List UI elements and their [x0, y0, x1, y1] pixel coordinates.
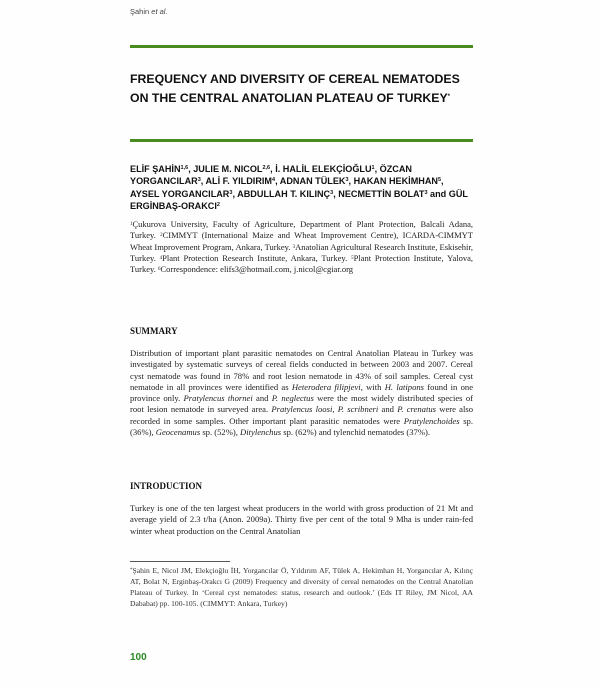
summary-text-segment: , [332, 404, 338, 415]
summary-heading: SUMMARY [130, 326, 178, 336]
footnote-text: Şahin E, Nicol JM, Elekçioğlu İH, Yorgancılar Ö, Yıldırım AF, Tülek A, Hekimhan H, Yorgancılar A, Kılınç AT, Bolat N, Erginbaş-Orakcı G (2009) Frequency and diversity of cereal nematodes on the Central Anatolian Plateau of Turkey. In ‘Cereal cyst nematodes: status, research and outlook.’ (Eds IT Riley, JM Nicol, AA Dababat) pp. 100-105. (CIMMYT: Ankara, Turkey) [130, 566, 473, 608]
author-name: AYSEL YORGANCILAR [130, 188, 230, 199]
species-name: P. scribneri [337, 404, 379, 415]
author-affiliation-mark: 3 [330, 189, 334, 196]
affiliation-mark: 5 [351, 255, 354, 261]
page-number: 100 [130, 652, 147, 663]
running-head-author: Şahin [130, 7, 150, 16]
author-affiliation-mark: 3 [345, 177, 349, 184]
author-separator: , [333, 188, 339, 199]
summary-text-segment: found in one province only. [130, 381, 474, 404]
author-name: JULIE M. NICOL [193, 164, 263, 174]
summary-text-segment: sp. (62%) and tylenchid nematodes (37%). [281, 427, 431, 438]
author-affiliation-mark: 3 [424, 189, 428, 196]
title-green-rule [130, 139, 473, 142]
author-name: ELİF ŞAHİN [130, 164, 181, 174]
summary-paragraph [130, 348, 473, 438]
species-name: Heterodera filipjevi [291, 381, 361, 392]
author-affiliation-mark: 5 [437, 177, 442, 184]
author-name: ALİ F. YILDIRIM [205, 176, 273, 187]
author-name: NECMETTİN BOLAT [338, 188, 425, 199]
author-name: HAKAN HEKİMHAN [353, 176, 438, 187]
affiliation-text: Anatolian Agricultural Research Institute, Eskisehir, Turkey. [130, 241, 473, 263]
running-head [130, 7, 168, 16]
author-name: ABDULLAH T. KILINÇ [237, 188, 331, 199]
author-separator: , [441, 176, 444, 187]
author-separator: , [275, 176, 280, 187]
author-affiliation-mark: 3 [197, 177, 201, 184]
affiliation-mark: 1 [130, 222, 133, 227]
affiliation-text: Çukurova University, Faculty of Agriculture, Department of Plant Protection, Balcali Adana, Turkey. [130, 219, 473, 241]
affiliation-mark: 6 [157, 267, 161, 273]
summary-text-segment: , with [360, 381, 385, 392]
affiliation-text: Correspondence: elifs3@hotmail.com, j.nicol@cgiar.org [160, 264, 353, 275]
author-list [130, 163, 473, 213]
title-footnote-mark: * [447, 94, 451, 100]
author-name: ÖZCAN YORGANCILAR [130, 164, 412, 187]
affiliation-mark: 4 [159, 255, 163, 261]
author-affiliation-mark: 2,6 [262, 165, 271, 171]
author-separator: , [188, 164, 194, 174]
summary-text-segment: Distribution of important plant parasitic nematodes on Central Anatolian Plateau in Turkey was investigated by systematic surveys of cereal fields conducted in between 2003 and 2007. Cereal cyst nematode was found in 78% and root lesion nematode in 43% of soil samples. Cereal cyst nematode in all provinces were identified as [130, 348, 473, 392]
author-affiliation-mark: 1,6 [180, 165, 189, 171]
author-affiliation-mark: 4 [272, 177, 276, 184]
author-separator: , [374, 164, 380, 174]
summary-text-segment: were the most widely distributed species of root lesion nematode in surveyed area. [130, 393, 473, 415]
affiliation-text: CIMMYT (International Maize and Wheat Improvement Centre), ICARDA-CIMMYT Wheat Improvement Program, Ankara, Turkey. [130, 230, 473, 252]
footnote-rule [130, 561, 230, 562]
citation-footnote [130, 566, 473, 610]
affiliation-text: Plant Protection Institute, Yalova, Turkey. [130, 252, 473, 275]
author-separator: , [200, 176, 206, 187]
species-name: Geocenamus [155, 427, 201, 438]
summary-text-segment: and [252, 393, 272, 404]
author-separator: and [427, 188, 449, 199]
species-name: Ditylenchus [240, 427, 282, 438]
affiliation-text: Plant Protection Research Institute, Ankara, Turkey. [162, 252, 352, 263]
paper-title [130, 70, 473, 108]
summary-text-segment: were also recorded in some samples. Other important plant parasitic nematodes were [130, 404, 474, 426]
summary-text-segment: sp. (52%), [200, 427, 241, 438]
affiliations [130, 219, 473, 275]
author-separator: , [232, 188, 238, 199]
author-name: ADNAN TÜLEK [279, 176, 346, 187]
summary-text-segment: sp. (36%), [130, 415, 473, 438]
species-name: Pratylenchoides [403, 415, 460, 426]
species-name: P. crenatus [397, 404, 436, 415]
author-name: GÜL ERGİNBAŞ-ORAKCI [130, 188, 468, 212]
footnote-mark: * [130, 568, 133, 573]
author-affiliation-mark: 3 [229, 189, 233, 196]
species-name: P. neglectus [271, 393, 314, 404]
author-name: İ. HALİL ELEKÇİOĞLU [275, 164, 372, 174]
species-name: Pratylencus loosi [271, 404, 333, 415]
introduction-heading: INTRODUCTION [130, 481, 203, 491]
paper-title-text: FREQUENCY AND DIVERSITY OF CEREAL NEMATODES ON THE CENTRAL ANATOLIAN PLATEAU OF TURKEY [130, 72, 460, 105]
top-green-rule [130, 45, 473, 48]
author-separator: , [348, 176, 354, 187]
species-name: Pratylencus thornei [183, 393, 253, 404]
author-affiliation-mark: 1 [371, 165, 375, 171]
running-head-etal: et al. [151, 7, 168, 16]
affiliation-mark: 3 [292, 244, 296, 250]
introduction-paragraph: Turkey is one of the ten largest wheat producers in the world with gross production of 21 Mt and average yield of 2.3 t/ha (Anon. 2009a). Thirty five per cent of the total 9 Mha is under rain-fed winter wheat production on the Central Anatolian [130, 503, 473, 536]
author-affiliation-mark: 2 [216, 202, 220, 209]
summary-text-segment: and [378, 404, 398, 415]
species-name: H. latipons [384, 381, 425, 392]
author-separator: , [270, 164, 276, 174]
affiliation-mark: 2 [160, 233, 163, 239]
